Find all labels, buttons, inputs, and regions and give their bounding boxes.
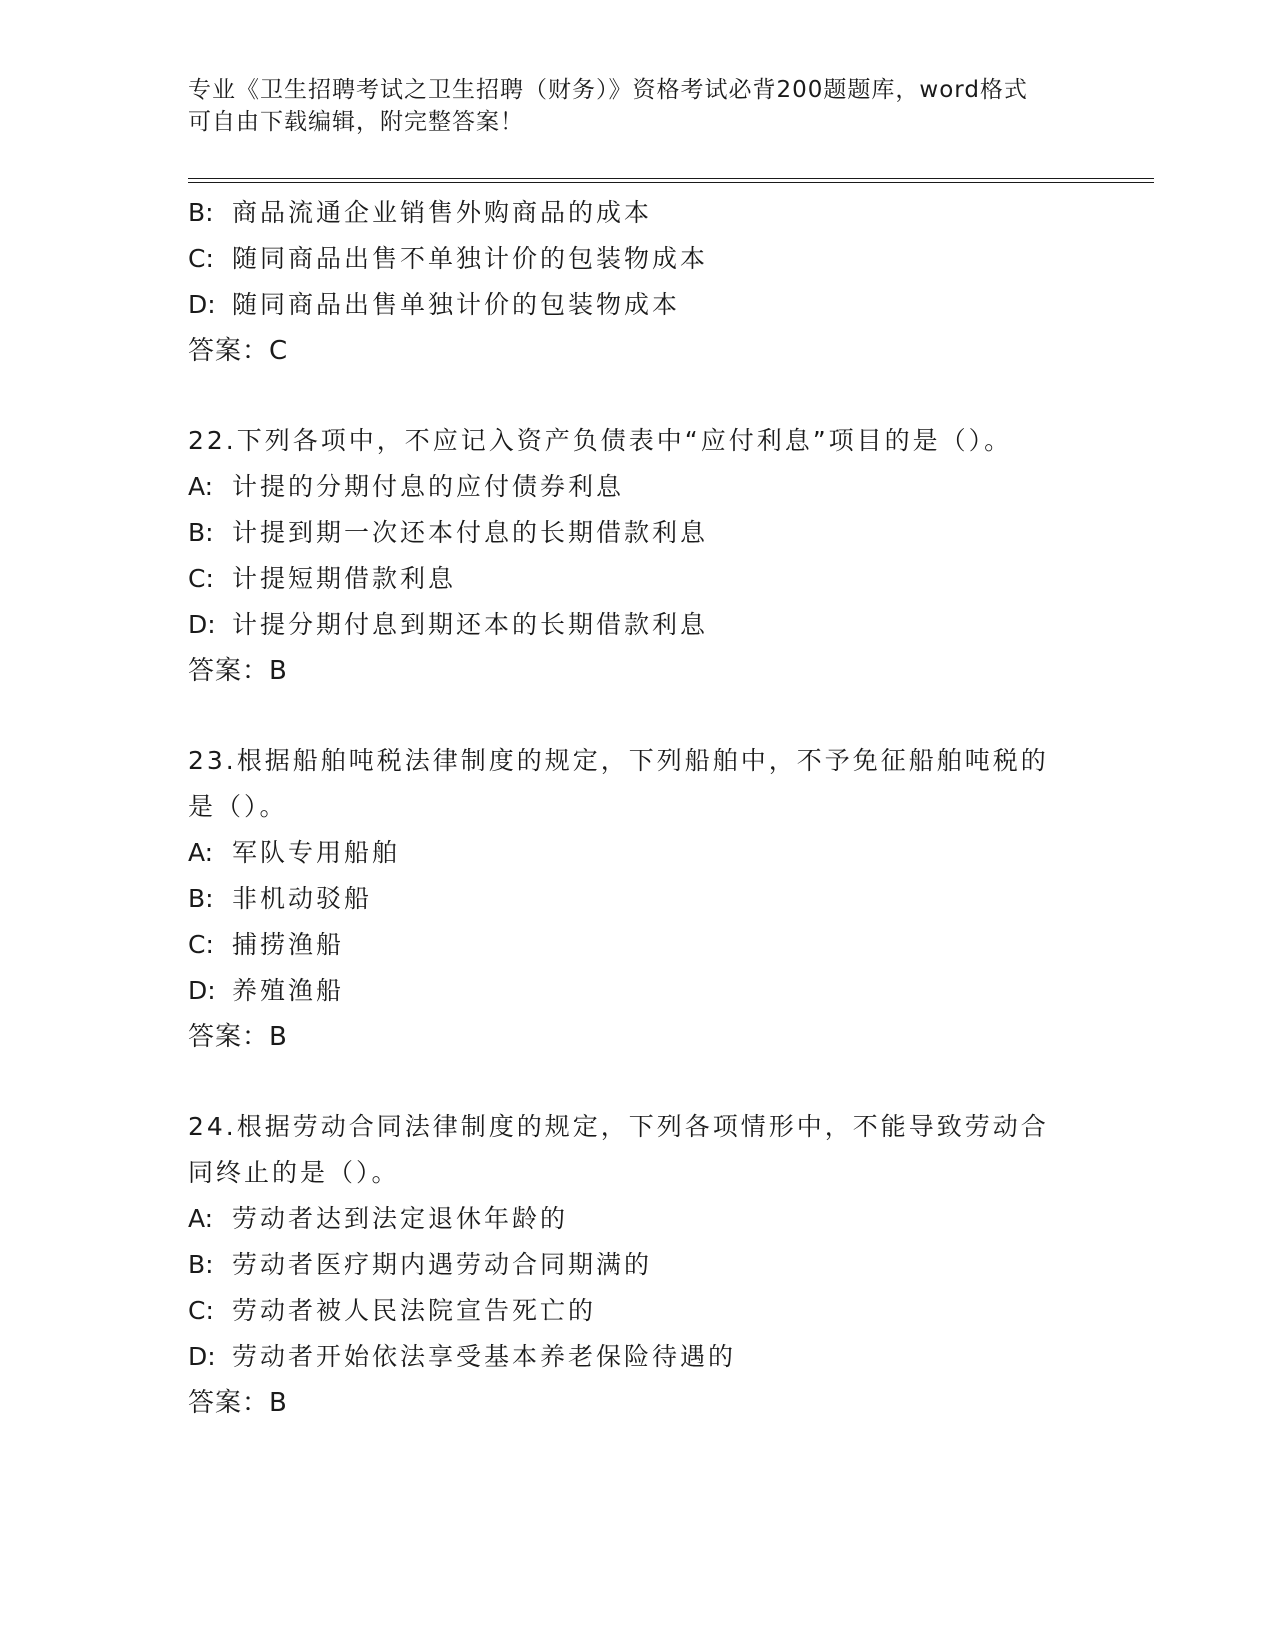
option-text: 劳动者达到法定退休年龄的: [232, 1204, 569, 1233]
spacer: [188, 1060, 1088, 1104]
option-text: 计提到期一次还本付息的长期借款利息: [232, 518, 709, 547]
option-text: 劳动者被人民法院宣告死亡的: [232, 1296, 597, 1325]
question-text: 24.根据劳动合同法律制度的规定，下列各项情形中，不能导致劳动合同终止的是（）。: [188, 1112, 1049, 1187]
option-d: [188, 968, 1088, 1014]
option-key: C:: [188, 1296, 214, 1325]
option-key: C:: [188, 244, 214, 273]
option-text: 计提的分期付息的应付债券利息: [232, 472, 625, 501]
question-block-prev: [188, 190, 1088, 374]
spacer: [188, 374, 1088, 418]
option-key: B:: [188, 518, 214, 547]
option-key: C:: [188, 930, 214, 959]
question-block-23: [188, 738, 1088, 1060]
option-key: D:: [188, 976, 216, 1005]
answer-line: 答案：B: [188, 656, 288, 686]
header-line-2: 可自由下载编辑，附完整答案！: [188, 109, 524, 135]
option-key: B:: [188, 198, 214, 227]
option-b: [188, 1242, 1088, 1288]
option-b: [188, 190, 1088, 236]
option-text: 劳动者医疗期内遇劳动合同期满的: [232, 1250, 653, 1279]
option-b: [188, 876, 1088, 922]
option-c: [188, 922, 1088, 968]
question-list: [188, 190, 1088, 1426]
option-text: 计提短期借款利息: [232, 564, 457, 593]
header-divider-top: [188, 178, 1154, 179]
option-a: [188, 830, 1088, 876]
answer-line: 答案：B: [188, 1022, 288, 1052]
option-b: [188, 510, 1088, 556]
header-line-1: 专业《卫生招聘考试之卫生招聘（财务）》资格考试必背200题题库，word格式: [188, 77, 1028, 103]
option-key: B:: [188, 884, 214, 913]
option-text: 军队专用船舶: [232, 838, 401, 867]
option-text: 商品流通企业销售外购商品的成本: [232, 198, 653, 227]
option-c: [188, 236, 1088, 282]
option-key: A:: [188, 472, 214, 501]
header-divider-bottom: [188, 182, 1154, 183]
option-text: 随同商品出售不单独计价的包装物成本: [232, 244, 709, 273]
option-key: D:: [188, 610, 216, 639]
question-block-22: [188, 418, 1088, 694]
option-c: [188, 1288, 1088, 1334]
option-a: [188, 1196, 1088, 1242]
question-text: 23.根据船舶吨税法律制度的规定，下列船舶中，不予免征船舶吨税的是（）。: [188, 746, 1049, 821]
option-text: 随同商品出售单独计价的包装物成本: [232, 290, 681, 319]
option-key: B:: [188, 1250, 214, 1279]
option-text: 养殖渔船: [232, 976, 345, 1005]
option-text: 计提分期付息到期还本的长期借款利息: [232, 610, 709, 639]
answer-line: 答案：C: [188, 336, 289, 366]
option-key: A:: [188, 838, 214, 867]
option-d: [188, 602, 1088, 648]
spacer: [188, 694, 1088, 738]
option-d: [188, 282, 1088, 328]
option-text: 非机动驳船: [232, 884, 373, 913]
option-key: D:: [188, 1342, 216, 1371]
option-a: [188, 464, 1088, 510]
option-text: 劳动者开始依法享受基本养老保险待遇的: [232, 1342, 737, 1371]
option-key: D:: [188, 290, 216, 319]
option-key: C:: [188, 564, 214, 593]
option-c: [188, 556, 1088, 602]
answer-line: 答案：B: [188, 1388, 288, 1418]
question-block-24: [188, 1104, 1088, 1426]
option-d: [188, 1334, 1088, 1380]
option-text: 捕捞渔船: [232, 930, 345, 959]
question-text: 22.下列各项中，不应记入资产负债表中“应付利息”项目的是（）。: [188, 426, 1013, 455]
option-key: A:: [188, 1204, 214, 1233]
document-header: [188, 74, 1088, 138]
